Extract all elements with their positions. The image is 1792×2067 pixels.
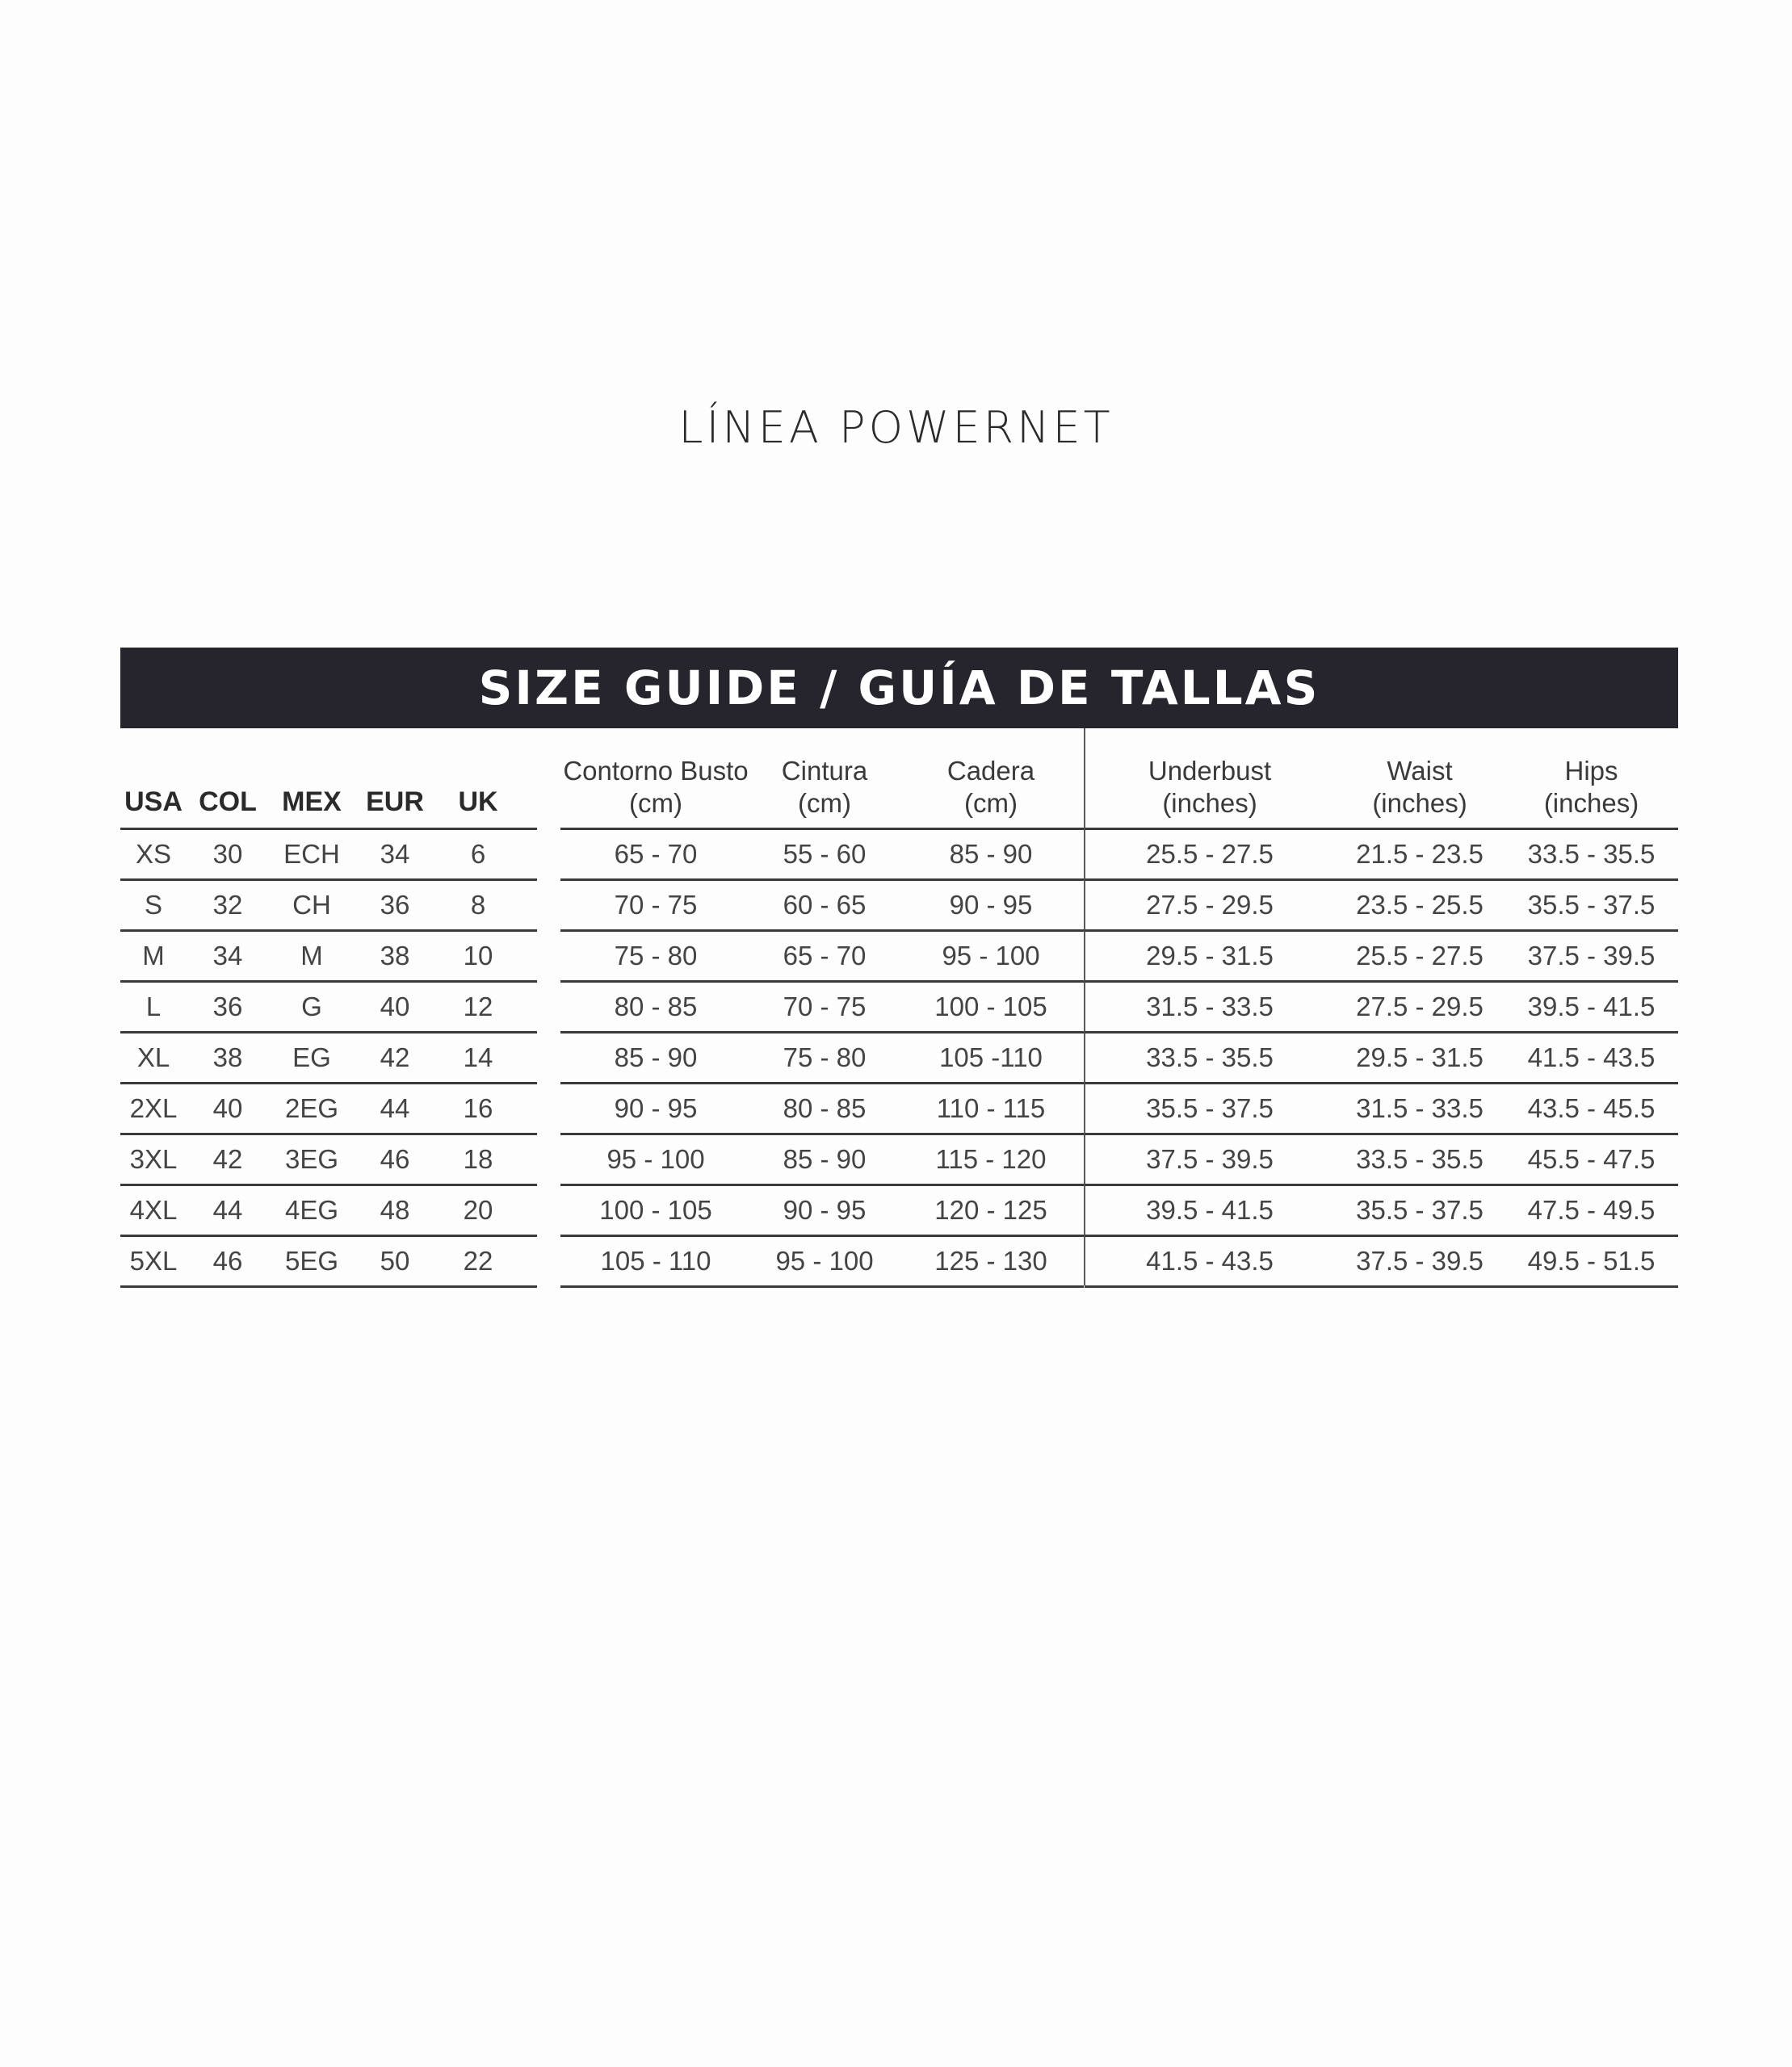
table-row xyxy=(560,881,1084,932)
cell-underbust: 33.5 - 35.5 xyxy=(1146,1042,1274,1072)
cell-usa: 5XL xyxy=(129,1246,178,1276)
cell-usa: XL xyxy=(136,1042,170,1072)
header-unit: (inches) xyxy=(1372,788,1467,818)
cell-mex: EG xyxy=(292,1042,331,1072)
cell-usa: 2XL xyxy=(129,1093,178,1123)
cell-waist: 37.5 - 39.5 xyxy=(1356,1246,1484,1276)
cell-col: 30 xyxy=(212,839,243,869)
cell-hips: 37.5 - 39.5 xyxy=(1527,941,1656,971)
table-row xyxy=(120,983,537,1034)
cell-uk: 6 xyxy=(470,839,486,869)
table-row xyxy=(1085,1034,1678,1084)
table-row xyxy=(120,1237,537,1288)
cell-mex: 3EG xyxy=(284,1144,339,1174)
table-row xyxy=(120,1084,537,1135)
table-row xyxy=(1085,1135,1678,1186)
cell-col: 38 xyxy=(212,1042,243,1072)
cell-cintura: 95 - 100 xyxy=(775,1246,874,1276)
table-row xyxy=(120,1135,537,1186)
cell-eur: 46 xyxy=(380,1144,410,1174)
cm-measurement-table xyxy=(560,728,1084,1288)
cell-col: 36 xyxy=(212,992,243,1021)
table-row xyxy=(120,830,537,881)
cell-busto: 95 - 100 xyxy=(606,1144,705,1174)
inch-measurement-rows xyxy=(1085,830,1678,1288)
page-title: LÍNEA POWERNET xyxy=(678,402,1114,453)
header-line: Underbust xyxy=(1148,756,1272,786)
cell-underbust: 41.5 - 43.5 xyxy=(1146,1246,1274,1276)
cell-mex: ECH xyxy=(283,839,340,869)
cell-col: 40 xyxy=(212,1093,243,1123)
table-row xyxy=(120,1034,537,1084)
cell-waist: 31.5 - 33.5 xyxy=(1356,1093,1484,1123)
cell-usa: 4XL xyxy=(129,1195,178,1225)
table-row xyxy=(1085,983,1678,1034)
cell-cintura: 90 - 95 xyxy=(783,1195,867,1225)
cell-underbust: 39.5 - 41.5 xyxy=(1146,1195,1274,1225)
table-row xyxy=(1085,1186,1678,1237)
cell-cintura: 75 - 80 xyxy=(783,1042,867,1072)
header-waist xyxy=(1335,728,1505,828)
cell-cadera: 100 - 105 xyxy=(934,992,1047,1021)
cell-usa: XS xyxy=(135,839,172,869)
cell-eur: 44 xyxy=(380,1093,410,1123)
cell-mex: M xyxy=(300,941,323,971)
header-eur: EUR xyxy=(366,786,424,817)
cell-usa: L xyxy=(145,992,162,1021)
header-unit: (cm) xyxy=(798,788,851,818)
cell-busto: 70 - 75 xyxy=(614,890,698,920)
cell-eur: 36 xyxy=(380,890,410,920)
cell-uk: 18 xyxy=(463,1144,493,1174)
cell-underbust: 37.5 - 39.5 xyxy=(1146,1144,1274,1174)
cell-uk: 8 xyxy=(470,890,486,920)
cell-waist: 21.5 - 23.5 xyxy=(1356,839,1484,869)
cell-mex: G xyxy=(301,992,322,1021)
cell-cadera: 115 - 120 xyxy=(935,1144,1047,1174)
cell-cadera: 95 - 100 xyxy=(942,941,1040,971)
cell-usa: S xyxy=(144,890,162,920)
table-row xyxy=(560,983,1084,1034)
cell-hips: 45.5 - 47.5 xyxy=(1527,1144,1656,1174)
cell-uk: 22 xyxy=(463,1246,493,1276)
cell-mex: 4EG xyxy=(284,1195,339,1225)
header-cintura xyxy=(751,728,898,828)
table-row xyxy=(1085,1084,1678,1135)
cell-busto: 75 - 80 xyxy=(614,941,698,971)
cell-col: 42 xyxy=(212,1144,243,1174)
cell-usa: 3XL xyxy=(129,1144,178,1174)
size-guide-banner xyxy=(120,648,1678,728)
header-line: Waist xyxy=(1387,756,1453,786)
header-underbust xyxy=(1085,728,1335,828)
cell-underbust: 35.5 - 37.5 xyxy=(1146,1093,1274,1123)
cell-mex: 5EG xyxy=(284,1246,339,1276)
cell-col: 34 xyxy=(212,941,243,971)
cell-busto: 80 - 85 xyxy=(614,992,698,1021)
cell-hips: 49.5 - 51.5 xyxy=(1527,1246,1656,1276)
table-row xyxy=(560,1034,1084,1084)
header-cadera xyxy=(898,728,1084,828)
cell-cadera: 125 - 130 xyxy=(934,1246,1047,1276)
table-header-row xyxy=(560,728,1084,830)
cell-waist: 25.5 - 27.5 xyxy=(1356,941,1484,971)
table-row xyxy=(560,1237,1084,1288)
size-conversion-table xyxy=(120,728,537,1288)
cell-cadera: 120 - 125 xyxy=(934,1195,1047,1225)
cell-uk: 20 xyxy=(463,1195,493,1225)
table-row xyxy=(560,830,1084,881)
header-usa: USA xyxy=(124,786,183,817)
header-unit: (inches) xyxy=(1162,788,1257,818)
cell-col: 46 xyxy=(212,1246,243,1276)
table-row xyxy=(120,932,537,983)
cell-hips: 33.5 - 35.5 xyxy=(1527,839,1656,869)
cell-waist: 23.5 - 25.5 xyxy=(1356,890,1484,920)
cell-col: 32 xyxy=(212,890,243,920)
cell-cadera: 110 - 115 xyxy=(936,1093,1046,1123)
header-unit: (cm) xyxy=(964,788,1018,818)
cell-waist: 33.5 - 35.5 xyxy=(1356,1144,1484,1174)
cell-cadera: 90 - 95 xyxy=(949,890,1033,920)
header-line: Hips xyxy=(1564,756,1618,786)
cell-waist: 27.5 - 29.5 xyxy=(1356,992,1484,1021)
cm-measurement-rows xyxy=(560,830,1084,1288)
cell-underbust: 27.5 - 29.5 xyxy=(1146,890,1274,920)
header-line: Contorno Busto xyxy=(563,756,749,786)
table-row xyxy=(1085,932,1678,983)
cell-busto: 85 - 90 xyxy=(614,1042,698,1072)
table-row xyxy=(1085,830,1678,881)
cell-cadera: 105 -110 xyxy=(939,1042,1043,1072)
cell-eur: 50 xyxy=(380,1246,410,1276)
cell-eur: 34 xyxy=(380,839,410,869)
cell-hips: 47.5 - 49.5 xyxy=(1527,1195,1656,1225)
table-row xyxy=(560,932,1084,983)
cell-cintura: 60 - 65 xyxy=(783,890,867,920)
cell-uk: 12 xyxy=(463,992,493,1021)
inch-measurement-table xyxy=(1085,728,1678,1288)
header-col: COL xyxy=(199,786,257,817)
cell-cintura: 55 - 60 xyxy=(783,839,867,869)
cell-underbust: 29.5 - 31.5 xyxy=(1146,941,1274,971)
table-header-row xyxy=(1085,728,1678,830)
cell-eur: 42 xyxy=(380,1042,410,1072)
size-conversion-rows xyxy=(120,830,537,1288)
cell-busto: 100 - 105 xyxy=(599,1195,712,1225)
cell-waist: 29.5 - 31.5 xyxy=(1356,1042,1484,1072)
cell-col: 44 xyxy=(212,1195,243,1225)
table-row xyxy=(560,1084,1084,1135)
banner-title: SIZE GUIDE / GUÍA DE TALLAS xyxy=(478,660,1320,715)
cell-cintura: 80 - 85 xyxy=(783,1093,867,1123)
cell-cintura: 65 - 70 xyxy=(783,941,867,971)
cell-hips: 41.5 - 43.5 xyxy=(1527,1042,1656,1072)
cell-uk: 10 xyxy=(463,941,493,971)
cell-eur: 40 xyxy=(380,992,410,1021)
header-contorno-busto xyxy=(560,728,751,828)
header-uk: UK xyxy=(458,786,498,817)
cell-busto: 90 - 95 xyxy=(614,1093,698,1123)
header-unit: (cm) xyxy=(629,788,682,818)
cell-uk: 14 xyxy=(463,1042,493,1072)
cell-underbust: 25.5 - 27.5 xyxy=(1146,839,1274,869)
cell-mex: 2EG xyxy=(284,1093,339,1123)
cell-cintura: 85 - 90 xyxy=(783,1144,867,1174)
cell-busto: 65 - 70 xyxy=(614,839,698,869)
header-line: Cadera xyxy=(946,756,1035,786)
table-row xyxy=(120,881,537,932)
cell-waist: 35.5 - 37.5 xyxy=(1356,1195,1484,1225)
cell-uk: 16 xyxy=(463,1093,493,1123)
table-row xyxy=(120,1186,537,1237)
cell-usa: M xyxy=(142,941,165,971)
cell-hips: 35.5 - 37.5 xyxy=(1527,890,1656,920)
cell-cadera: 85 - 90 xyxy=(949,839,1033,869)
cell-hips: 39.5 - 41.5 xyxy=(1527,992,1656,1021)
header-mex: MEX xyxy=(282,786,342,817)
table-row xyxy=(1085,881,1678,932)
header-line: Cintura xyxy=(781,756,868,786)
cell-busto: 105 - 110 xyxy=(600,1246,711,1276)
cell-eur: 38 xyxy=(380,941,410,971)
cell-hips: 43.5 - 45.5 xyxy=(1527,1093,1656,1123)
table-header-row xyxy=(120,728,537,830)
table-row xyxy=(560,1135,1084,1186)
cell-eur: 48 xyxy=(380,1195,410,1225)
cell-underbust: 31.5 - 33.5 xyxy=(1146,992,1274,1021)
cell-cintura: 70 - 75 xyxy=(783,992,867,1021)
table-row xyxy=(1085,1237,1678,1288)
table-row xyxy=(560,1186,1084,1237)
cell-mex: CH xyxy=(292,890,331,920)
header-unit: (inches) xyxy=(1543,788,1639,818)
header-hips xyxy=(1505,728,1678,828)
